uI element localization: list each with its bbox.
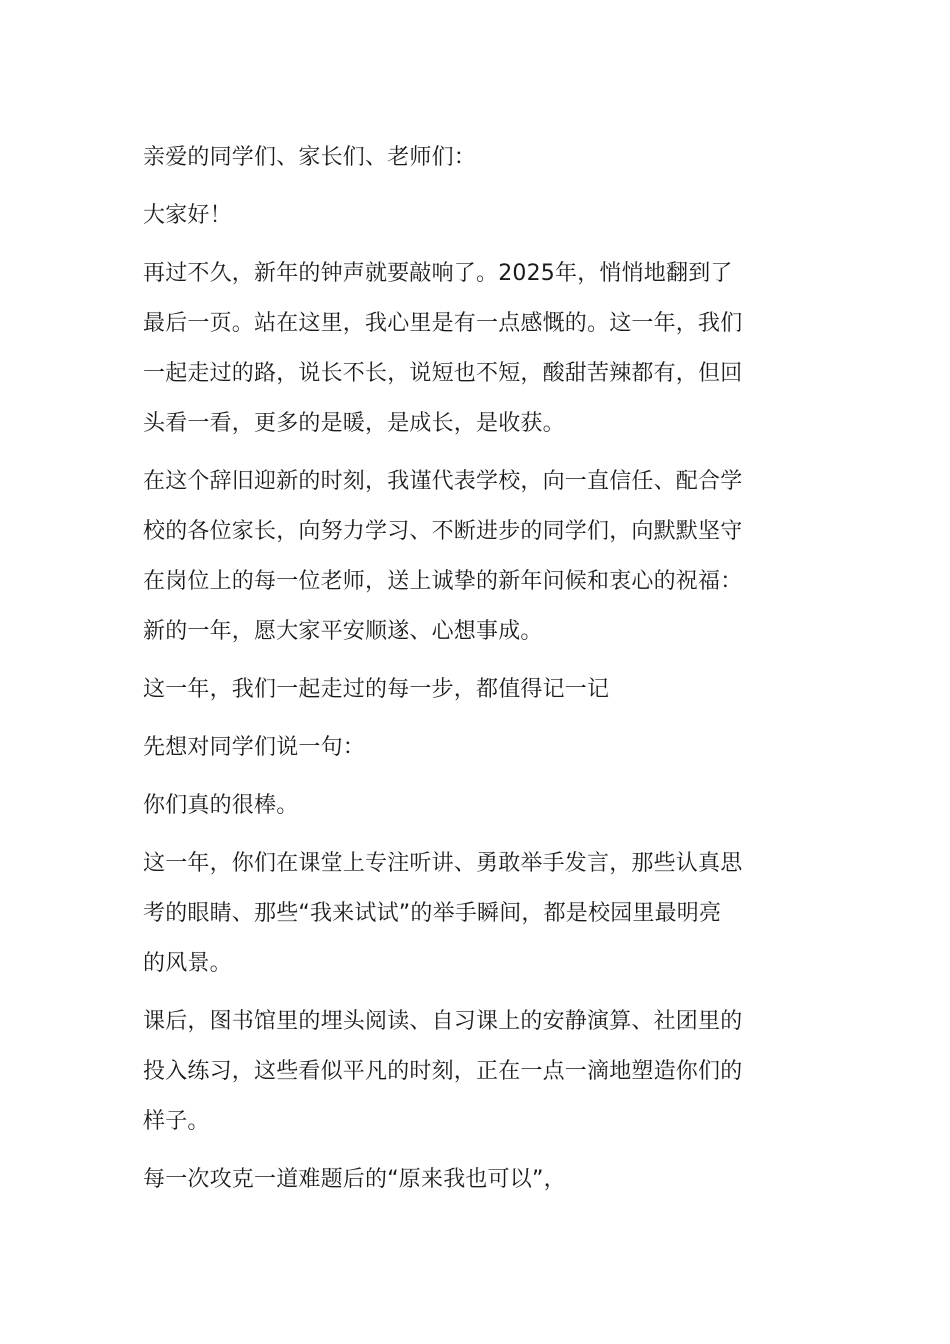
paragraph-challenge: 每一次攻克一道难题后的“原来我也可以”，	[143, 1167, 566, 1192]
paragraph-new-year: 再过不久，新年的钟声就要敲响了。2025年，悄悄地翻到了 最后一页。站在这里，我心里是有一点感慨的。这一年，我们 一起走过的路，说长不长，说短也不短，酸甜苦辣都有，但回 头看一看，更多的是暖，是成长，是收获。	[143, 261, 743, 436]
paragraph-classroom: 这一年，你们在课堂上专注听讲、勇敢举手发言，那些认真思 考的眼睛、那些“我来试试”的举手瞬间，都是校园里最明亮 的风景。	[143, 851, 743, 976]
paragraph-section-heading: 这一年，我们一起走过的每一步，都值得记一记	[143, 677, 610, 702]
paragraph-blessing: 在这个辞旧迎新的时刻，我谨代表学校，向一直信任、配合学 校的各位家长，向努力学习、不断进步的同学们，向默默坚守 在岗位上的每一位老师，送上诚挚的新年问候和衷心的祝福： 新的一年，愿大家平安顺遂、心想事成。	[143, 469, 743, 644]
paragraph-to-students: 先想对同学们说一句：	[143, 735, 366, 760]
speech-body	[143, 133, 803, 1213]
paragraph-after-class: 课后，图书馆里的埋头阅读、自习课上的安静演算、社团里的 投入练习，这些看似平凡的时刻，正在一点一滴地塑造你们的 样子。	[143, 1009, 743, 1134]
paragraph-praise: 你们真的很棒。	[143, 793, 299, 818]
paragraph-hello: 大家好！	[143, 203, 232, 228]
paragraph-greeting: 亲爱的同学们、家长们、老师们：	[143, 145, 477, 170]
